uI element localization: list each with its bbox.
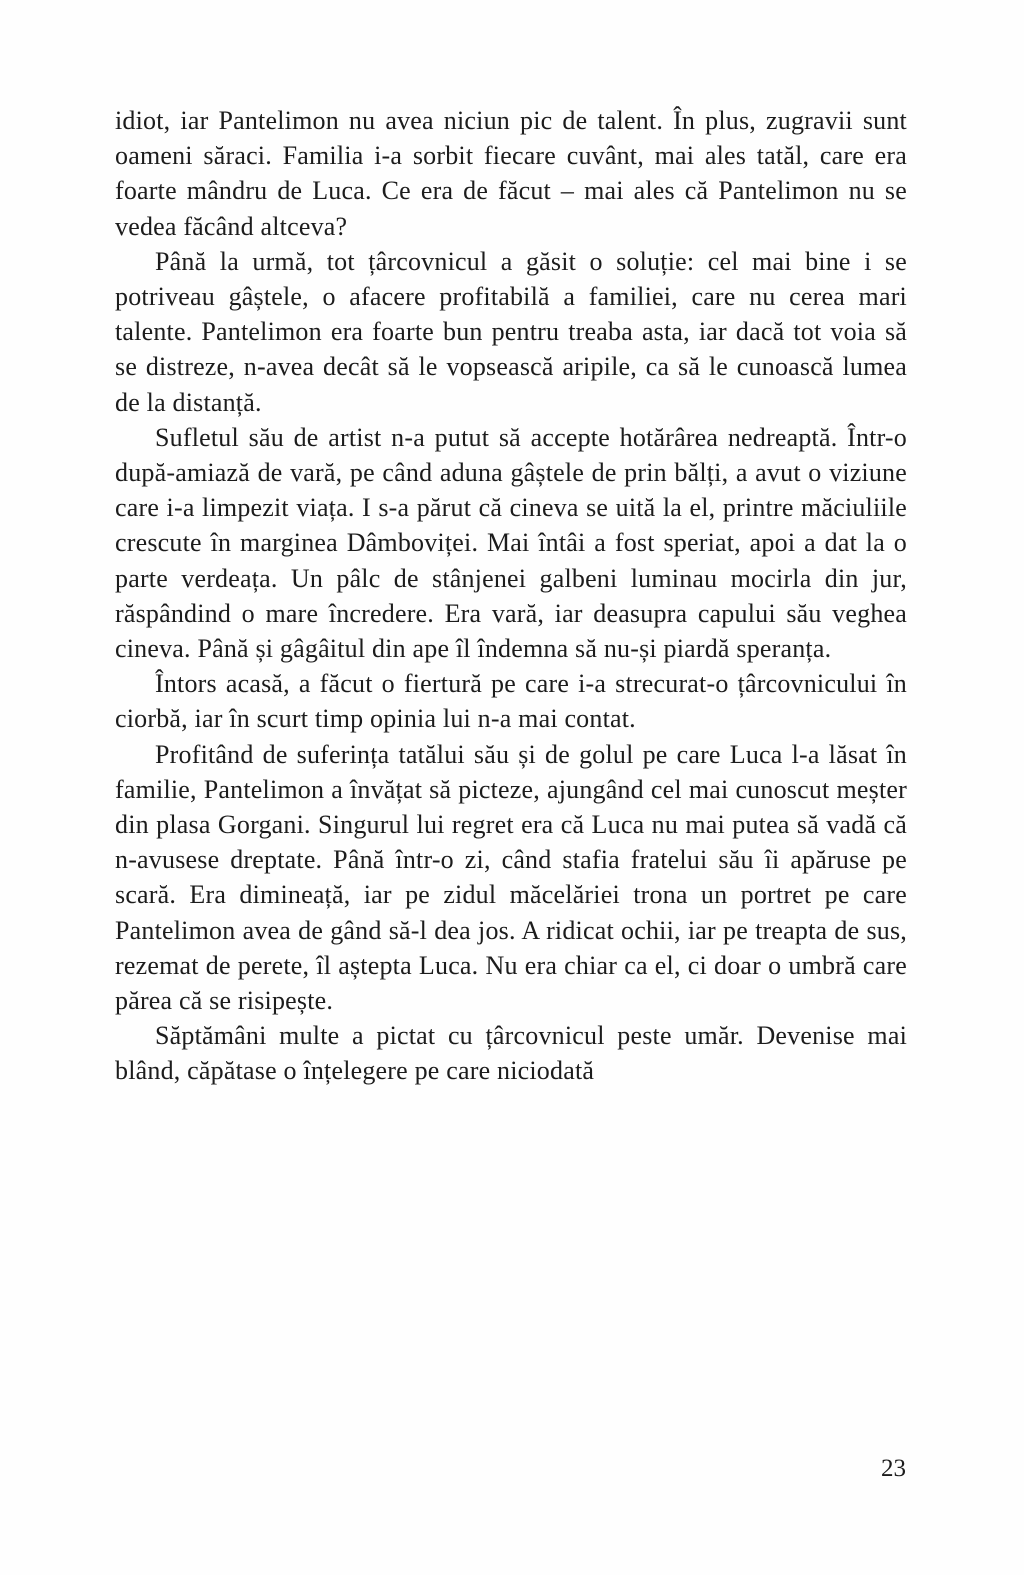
paragraph: Sufletul său de artist n-a putut să accepte hotărârea nedreaptă. Într-o după-amiază de vară, pe când aduna gâștele de prin bălți, a avut o viziune care i-a limpezit viața. I s-a părut că cineva se uită la el, printre măciuliile crescute în marginea Dâmboviței. Mai întâi a fost speriat, apoi a dat la o parte verdeața. Un pâlc de stânjenei galbeni luminau mocirla din jur, răspândind o mare încredere. Era vară, iar deasupra capului său veghea cineva. Până și gâgâitul din ape îl îndemna să nu-și piardă speranța.	[115, 422, 907, 664]
paragraph: Săptămâni multe a pictat cu țârcovnicul peste umăr. Devenise mai blând, căpătase o înțelegere pe care niciodată	[115, 1021, 907, 1086]
paragraph: idiot, iar Pantelimon nu avea niciun pic de talent. În plus, zugravii sunt oameni săraci. Familia i-a sorbit fiecare cuvânt, mai ales tatăl, care era foarte mândru de Luca. Ce era de făcut – mai ales că Pantelimon nu se vedea făcând altceva?	[115, 106, 907, 241]
paragraph: Profitând de suferința tatălui său și de golul pe care Luca l-a lăsat în familie, Pantelimon a învățat să picteze, ajungând cel mai cunoscut meșter din plasa Gorgani. Singurul lui regret era că Luca nu mai putea să vadă că n-avusese dreptate. Până într-o zi, când stafia fratelui său îi apăruse pe scară. Era dimineață, iar pe zidul măcelăriei trona un portret pe care Pantelimon avea de gând să-l dea jos. A ridicat ochii, iar pe treapta de sus, rezemat de perete, îl aștepta Luca. Nu era chiar ca el, ci doar o umbră care părea că se risipește.	[115, 739, 907, 1016]
page-number: 23	[881, 1455, 906, 1482]
paragraph: Întors acasă, a făcut o fiertură pe care i-a strecurat-o țârcovnicului în ciorbă, iar în scurt timp opinia lui n-a mai contat.	[115, 669, 907, 734]
paragraph: Până la urmă, tot țârcovnicul a găsit o soluție: cel mai bine i se potriveau gâștele, o afacere profitabilă a familiei, care nu cerea mari talente. Pantelimon era foarte bun pentru treaba asta, iar dacă tot voia să se distreze, n-avea decât să le vopsească aripile, ca să le cunoască lumea de la distanță.	[115, 246, 907, 417]
body-text	[115, 103, 907, 1089]
